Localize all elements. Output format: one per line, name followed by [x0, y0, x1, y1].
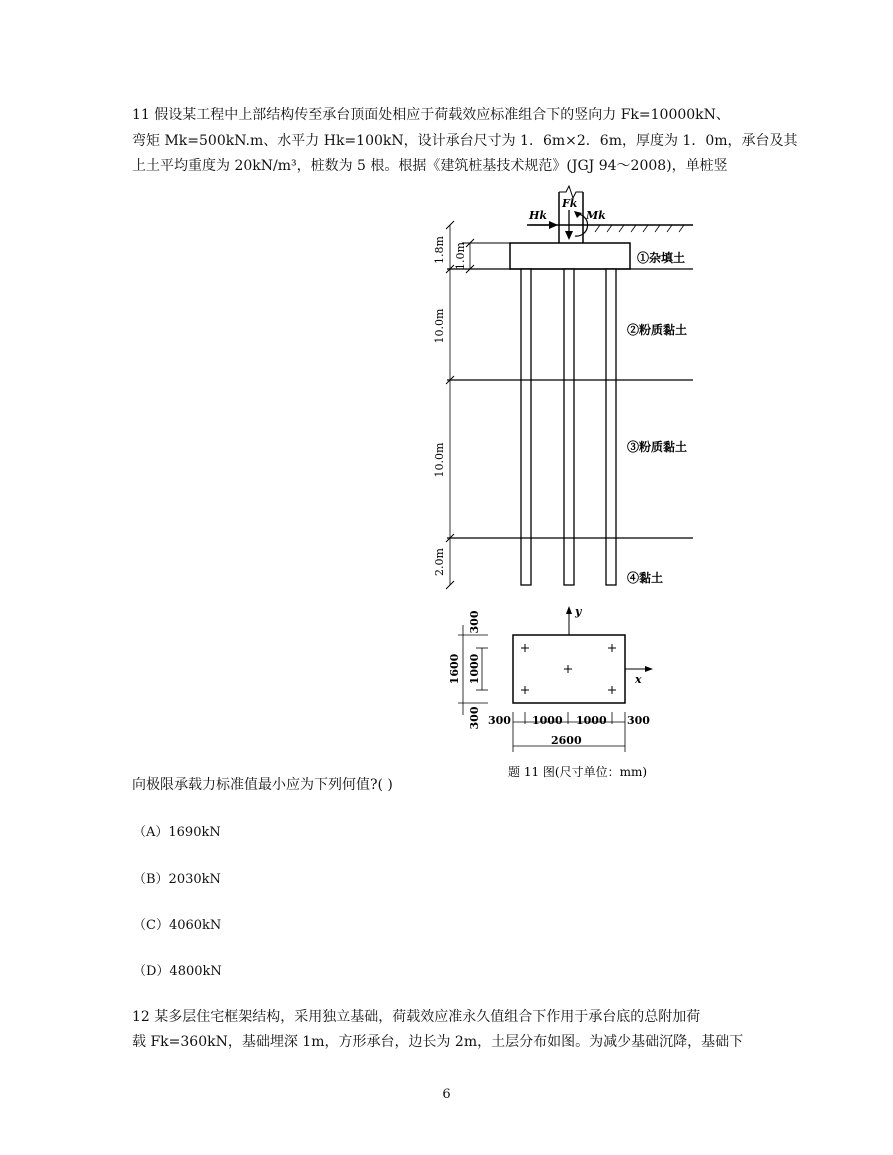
- x-axis-label: x: [635, 673, 642, 686]
- pile-markers: [521, 644, 616, 694]
- dim-bottom-300: 300: [468, 706, 481, 730]
- moment-m-label: Mk: [586, 209, 606, 222]
- option-a: （A）1690kN: [133, 825, 221, 840]
- q11-line-1: 11 假设某工程中上部结构传至承台顶面处相应于荷载效应标准组合下的竖向力 Fk=10000kN、: [132, 107, 730, 123]
- q11-line-3: 上土平均重度为 20kN/m³，桩数为 5 根。根据《建筑桩基技术规范》(JGJ 94～2008)，单桩竖: [132, 158, 728, 174]
- q11-line-2: 弯矩 Mk=500kN.m、水平力 Hk=100kN，设计承台尺寸为 1．6m×2．6m，厚度为 1．0m，承台及其: [132, 133, 798, 149]
- depth-ticks: [446, 221, 510, 589]
- soil-layer-3-label: ③粉质黏土: [627, 440, 688, 454]
- force-h-label: Hk: [529, 209, 548, 222]
- q12-line-2: 载 Fk=360kN，基础埋深 1m，方形承台，边长为 2m，土层分布如图。为减少基础沉降，基础下: [132, 1034, 744, 1050]
- y-axis-label: y: [575, 605, 582, 618]
- depth-label-1-8m: 1.8m: [433, 236, 446, 264]
- q12-line-1: 12 某多层住宅框架结构，采用独立基础，荷载效应准永久值组合下作用于承台底的总附加荷: [132, 1009, 701, 1025]
- option-d: （D）4800kN: [133, 964, 222, 979]
- dim-span-2-1000: 1000: [576, 714, 607, 727]
- soil-layer-1-label: ①杂填土: [637, 251, 686, 265]
- depth-label-10m-a: 10.0m: [433, 308, 446, 344]
- dim-height-1600: 1600: [448, 653, 461, 685]
- depth-label-10m-b: 10.0m: [433, 442, 446, 478]
- dim-inner-1000: 1000: [468, 653, 481, 685]
- pile-cap: [510, 243, 630, 269]
- option-c: （C）4060kN: [133, 918, 222, 933]
- pile-foundation-figure: [415, 185, 715, 790]
- force-f-label: Fk: [562, 197, 578, 210]
- soil-layer-2-label: ②粉质黏土: [627, 323, 688, 337]
- option-b: （B）2030kN: [133, 872, 221, 887]
- depth-label-1-0m: 1.0m: [454, 242, 467, 270]
- q11-line-4: 向极限承载力标准值最小应为下列何值?( ): [132, 777, 393, 793]
- dim-edge-left-300: 300: [488, 714, 511, 727]
- ground-hatch: [595, 225, 684, 232]
- dim-edge-right-300: 300: [627, 714, 650, 727]
- depth-label-2m: 2.0m: [433, 548, 446, 576]
- dim-top-300: 300: [468, 610, 481, 634]
- page-number: 6: [442, 1087, 451, 1102]
- dim-width-2600: 2600: [551, 734, 582, 747]
- soil-layer-4-label: ④黏土: [627, 571, 664, 585]
- dim-span-1-1000: 1000: [532, 714, 563, 727]
- figure-caption: 题 11 图(尺寸单位：mm): [508, 765, 648, 779]
